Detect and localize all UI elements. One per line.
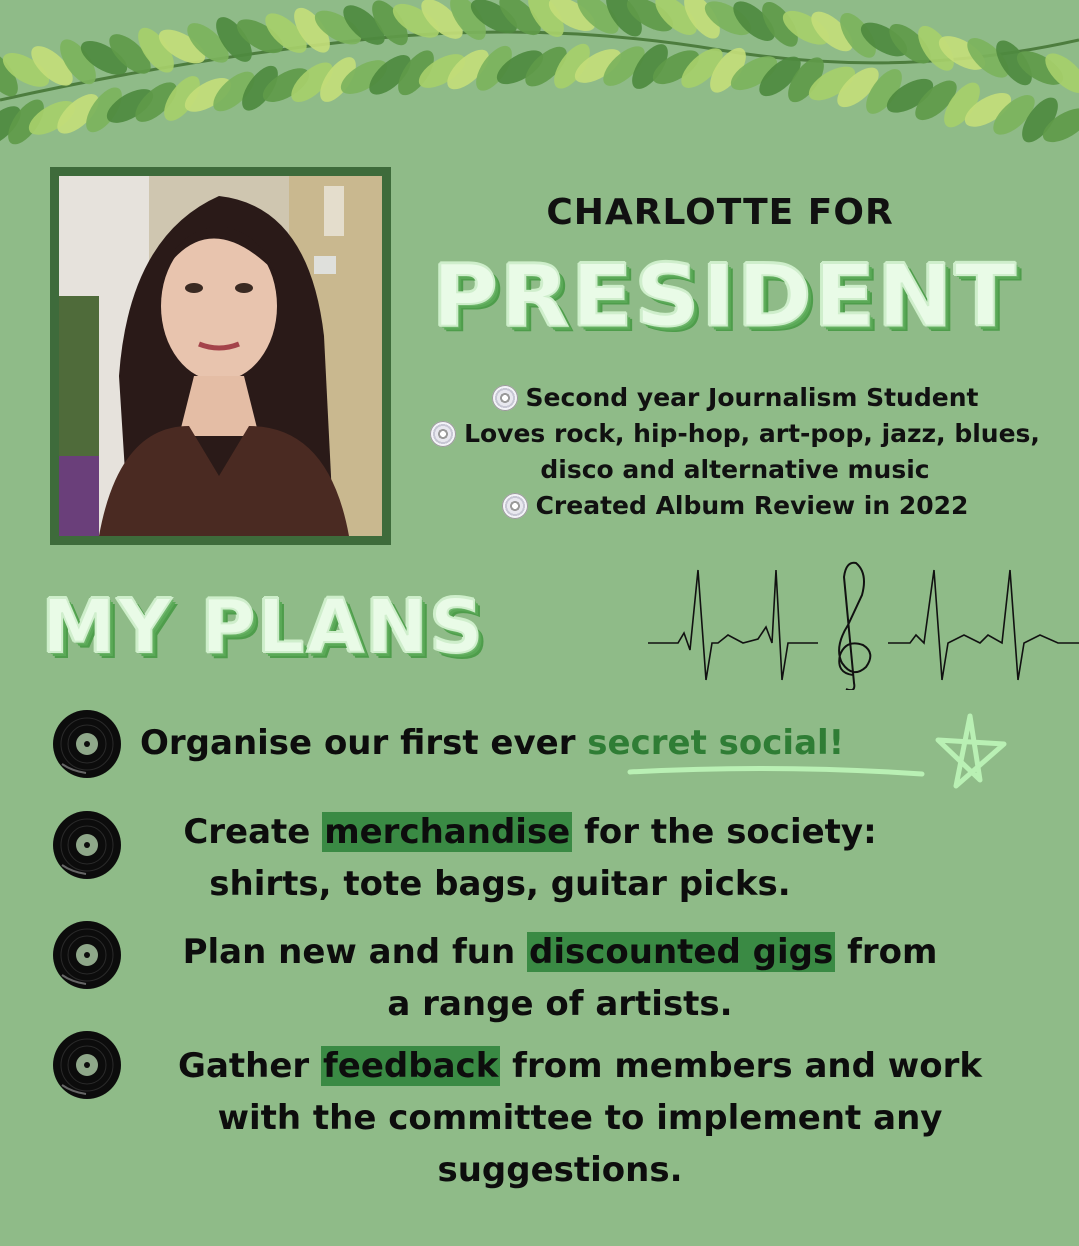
plan-line: suggestions. (437, 1150, 683, 1190)
candidate-facts (410, 380, 1060, 524)
portrait-photo (59, 176, 382, 536)
highlighted-phrase: discounted gigs (529, 932, 834, 972)
leaf-garland-decoration (0, 0, 1079, 170)
highlighted-phrase: feedback (323, 1046, 499, 1086)
cd-disc-icon (502, 493, 528, 519)
portrait-frame (50, 167, 391, 545)
treble-clef-icon (839, 563, 870, 690)
highlighted-phrase: secret social! (587, 723, 845, 763)
fact-item: Second year Journalism Student (410, 380, 1060, 416)
star-doodle-icon (930, 710, 1010, 796)
vinyl-record-icon (52, 810, 122, 880)
plan-line: a range of artists. (387, 984, 733, 1024)
vinyl-record-icon (52, 1030, 122, 1100)
heartbeat-line-decoration (648, 555, 1079, 690)
vinyl-record-icon (52, 709, 122, 779)
plan-item-4 (140, 1040, 1020, 1196)
plans-heading: MY PLANS (42, 584, 485, 670)
fact-item: Created Album Review in 2022 (410, 488, 1060, 524)
highlighted-phrase: merchandise (324, 812, 571, 852)
cd-disc-icon (430, 421, 456, 447)
fact-item-continued: disco and alternative music (540, 455, 930, 484)
plan-line: shirts, tote bags, guitar picks. (209, 864, 791, 904)
plan-item-3 (140, 926, 980, 1030)
kicker-heading: CHARLOTTE FOR (546, 192, 894, 233)
plan-line: Gather feedback from members and work (178, 1046, 982, 1086)
plan-line: Plan new and fun discounted gigs from (182, 932, 938, 972)
president-title: PRESIDENT (432, 246, 1018, 347)
underline-stroke-decoration (626, 762, 926, 782)
plan-line: Create merchandise for the society: (183, 812, 877, 852)
plan-line: with the committee to implement any (217, 1098, 943, 1138)
plan-item-1: Organise our first ever secret social! (140, 723, 845, 763)
fact-item: Loves rock, hip-hop, art-pop, jazz, blues, (410, 416, 1060, 452)
vinyl-record-icon (52, 920, 122, 990)
plan-item-2 (130, 806, 930, 910)
cd-disc-icon (492, 385, 518, 411)
